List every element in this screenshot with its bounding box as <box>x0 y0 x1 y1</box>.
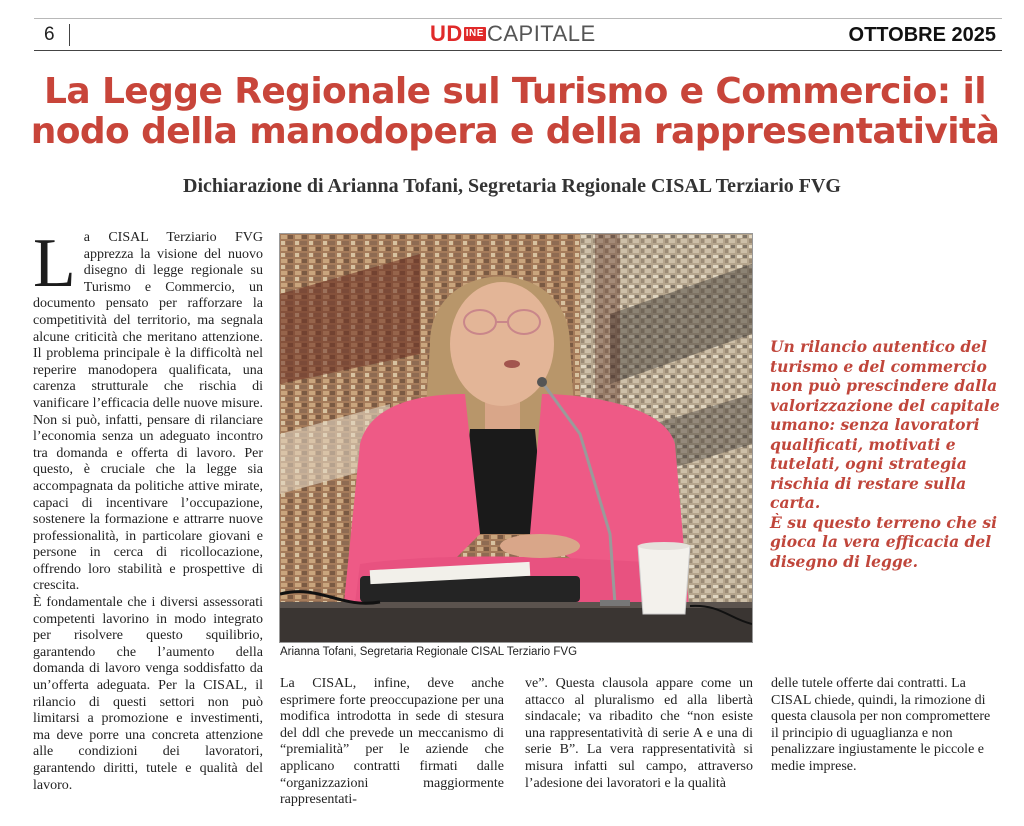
drop-cap: L <box>33 225 76 302</box>
article-column-4 <box>771 676 1001 776</box>
paragraph-4: ve”. Questa clausola appare come un attacco al pluralismo ed alla libertà sindacale; va ribadito che “non esiste una rappresentatività di serie A e una di serie B”. La vera rappresentatività si misura infatti sul campo, attraverso l’adesione dei lavoratori e la qualità <box>525 676 753 791</box>
article-column-1 <box>33 225 263 794</box>
issue-date: OTTOBRE 2025 <box>848 24 996 46</box>
masthead-box: INE <box>465 28 484 39</box>
speaker-photo-illustration <box>280 234 752 642</box>
page-number: 6 <box>44 24 55 45</box>
pull-quote <box>770 337 1010 571</box>
paragraph-5: delle tutele offerte dai contratti. La CISAL chiede, quindi, la rimozione di questa clausola per non compromettere il principio di uguaglianza e non penalizzare ingiustamente le piccole e medie imprese. <box>771 676 991 774</box>
page-number-divider <box>69 24 70 46</box>
header-bottom-rule <box>34 50 1002 51</box>
pull-quote-line-1: Un rilancio autentico del turismo e del commercio non può prescindere dalla valorizzazione del capitale umano: senza lavoratori qualificati, motivati e tutelati, ogni strategia rischia di restare sulla carta. <box>770 337 1000 512</box>
masthead-logo <box>430 21 596 47</box>
article-photo <box>279 233 753 643</box>
paragraph-2: È fondamentale che i diversi assessorati competenti lavorino in modo integrato per risolvere questo squilibrio, garantendo che l’aumento della domanda di lavoro venga soddisfatto da un’offerta adeguata. Per la CISAL, il rilancio di questi settori non può limitarsi a promozione e investimenti, ma deve porre una concreta attenzione alle condizioni dei lavoratori, garantendo diritti, tutele e qualità del lavoro. <box>33 595 263 793</box>
pull-quote-line-2: È su questo terreno che si gioca la vera efficacia del disegno di legge. <box>770 512 997 571</box>
article-column-2 <box>280 676 504 809</box>
article-column-3 <box>525 676 753 792</box>
header-top-rule <box>34 18 1002 19</box>
paragraph-3: La CISAL, infine, deve anche esprimere forte preoccupazione per una modifica introdotta in sede di stesura del ddl che prevede un meccanismo di “premialità” per le aziende che applicano contratti firmati dalle “organizzazioni maggiormente rappresentati- <box>280 676 504 808</box>
masthead-part1: UD <box>430 21 463 46</box>
paragraph-1: a CISAL Terziario FVG apprezza la visione del nuovo disegno di legge regionale su Turismo e Commercio, un documento pensato per rafforzare la competitività del territorio, ma segnala alcune criticità che meritano attenzione. Il problema principale è la difficoltà nel reperire manodopera qualificata, una carenza strutturale che rischia di vanificare l’efficacia delle nuove misure. Non si può, infatti, pensare di rilanciare l’economia senza un adeguato incontro tra domanda e offerta di lavoro. Per questo, è cruciale che la legge sia accompagnata da politiche attive mirate, capaci di incentivare l’occupazione, sostenere la formazione e attrarre nuove professionalità, in particolare giovani e persone in cerca di ricollocazione, offrendo loro stabilità e prospettive di crescita. <box>33 230 263 594</box>
article-title: La Legge Regionale sul Turismo e Commercio: il nodo della manodopera e della rappresentatività <box>30 71 1000 152</box>
photo-caption: Arianna Tofani, Segretaria Regionale CISAL Terziario FVG <box>280 646 578 658</box>
article-subtitle: Dichiarazione di Arianna Tofani, Segretaria Regionale CISAL Terziario FVG <box>183 175 841 197</box>
masthead-part2: CAPITALE <box>486 21 596 46</box>
